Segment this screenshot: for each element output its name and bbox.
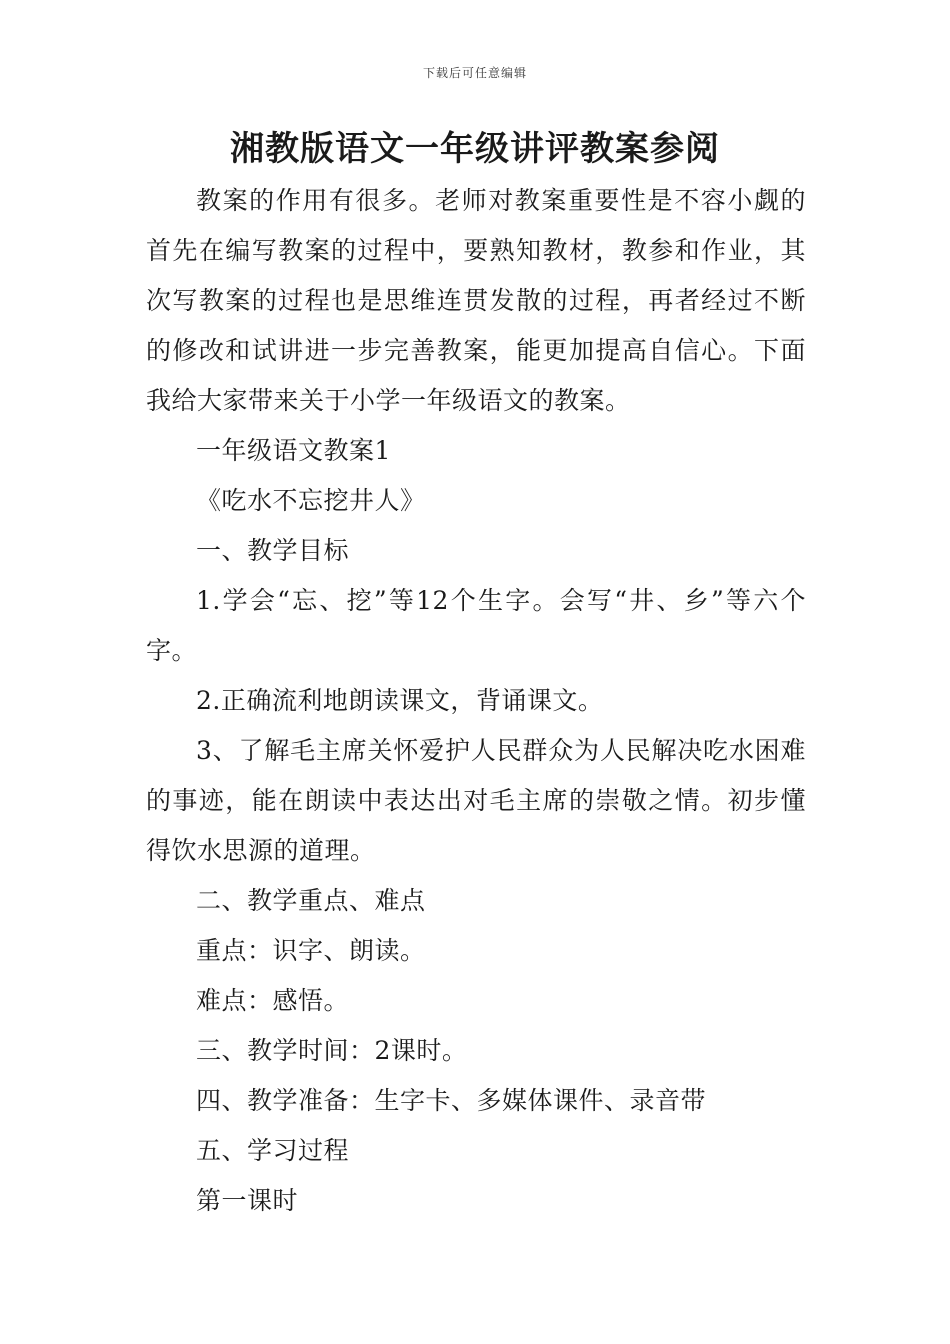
difficult-point: 难点：感悟。 <box>196 986 350 1015</box>
goal-item-3: 3、了解毛主席关怀爱护人民群众为人民解决吃水困难的事迹，能在朗读中表达出对毛主席的崇敬之情。初步懂得饮水思源的道理。 <box>146 736 806 865</box>
document-title: 湘教版语文一年级讲评教案参阅 <box>230 129 720 169</box>
intro-paragraph: 教案的作用有很多。老师对教案重要性是不容小觑的首先在编写教案的过程中，要熟知教材，教参和作业，其次写教案的过程也是思维连贯发散的过程，再者经过不断的修改和试讲进一步完善教案，能更加提高自信心。下面我给大家带来关于小学一年级语文的教案。 <box>146 186 806 415</box>
lesson-title: 《吃水不忘挖井人》 <box>196 486 426 515</box>
goal-item-1: 1.学会“忘、挖”等12个生字。会写“井、乡”等六个字。 <box>146 586 806 665</box>
lesson-heading: 一年级语文教案1 <box>196 436 391 465</box>
header-note: 下载后可任意编辑 <box>422 66 527 80</box>
section-heading-key-points: 二、教学重点、难点 <box>196 886 426 915</box>
goal-item-2: 2.正确流利地朗读课文，背诵课文。 <box>196 686 604 715</box>
first-lesson-label: 第一课时 <box>196 1186 299 1215</box>
key-point: 重点：识字、朗读。 <box>196 936 426 965</box>
document-body <box>146 176 806 1226</box>
section-heading-time: 三、教学时间：2课时。 <box>196 1036 468 1065</box>
section-heading-preparation: 四、教学准备：生字卡、多媒体课件、录音带 <box>196 1086 707 1115</box>
section-heading-process: 五、学习过程 <box>196 1136 350 1165</box>
section-heading-goals: 一、教学目标 <box>196 536 350 565</box>
